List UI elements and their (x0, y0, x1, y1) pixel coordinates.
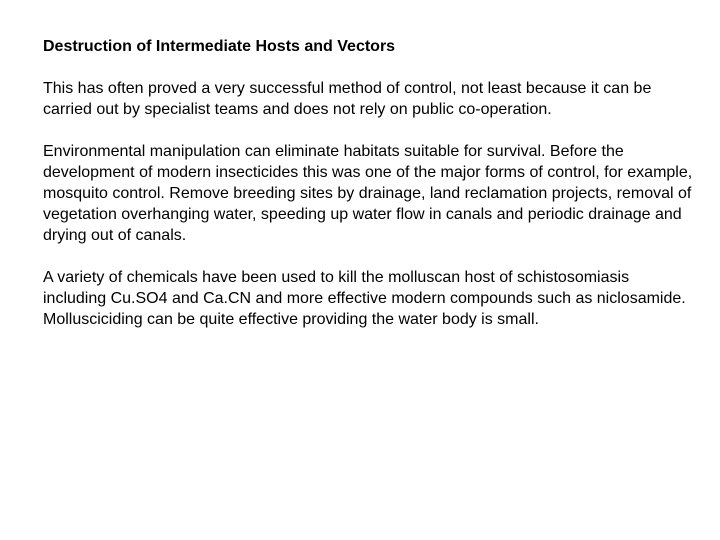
paragraph-host-destruction: This has often proved a very successful method of control, not least because it can be carried out by specialist teams and does not rely on public co-operation. (43, 80, 652, 118)
slide-content (43, 36, 693, 351)
paragraph-environmental-manipulation: Environmental manipulation can eliminate habitats suitable for survival. Before the development of modern insecticides this was one of the major forms of control, for example, mosquito control. Remove breeding sites by drainage, land reclamation projects, removal of vegetation overhanging water, speeding up water flow in canals and periodic drainage and drying out of canals. (43, 143, 693, 244)
slide-title: Destruction of Intermediate Hosts and Vectors (43, 38, 396, 55)
paragraph-chemical-control: A variety of chemicals have been used to kill the molluscan host of schistosomiasis including Cu.SO4 and Ca.CN and more effective modern compounds such as niclosamide. Mollusciciding can be quite effective providing the water body is small. (43, 269, 686, 328)
